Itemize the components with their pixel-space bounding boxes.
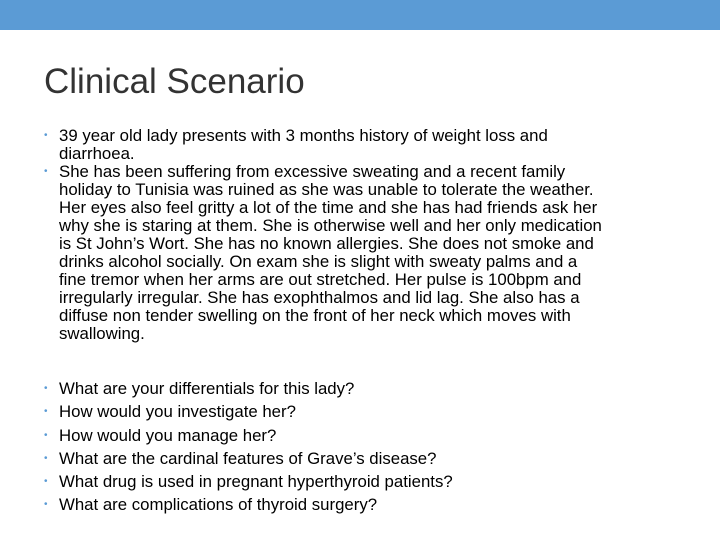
- scenario-item-text: 39 year old lady presents with 3 months history of weight loss and diarrhoea.: [59, 126, 548, 163]
- bullet-dot-icon: •: [44, 429, 48, 441]
- scenario-item: [44, 163, 684, 343]
- scenario-list: [44, 127, 684, 343]
- bullet-dot-icon: •: [44, 499, 48, 511]
- question-item: • What drug is used in pregnant hyperthyroid patients?: [44, 470, 684, 493]
- scenario-item-text: She has been suffering from excessive sweating and a recent family holiday to Tunisia was ruined as she was unable to tolerate the weather. Her eyes also feel gritty a lot of the time and she has had friends ask her why she is staring at them. She is otherwise well and her only medication is St John’s Wort. She has no known allergies. She does not smoke and drinks alcohol socially. On exam she is slight with sweaty palms and a fine tremor when her arms are out stretched. Her pulse is 100bpm and irregularly irregular. She has exophthalmos and lid lag. She also has a diffuse non tender swelling on the front of her neck which moves with swallowing.: [59, 162, 602, 343]
- questions-list: [44, 377, 684, 517]
- bullet-dot-icon: •: [44, 452, 48, 464]
- bullet-dot-icon: •: [44, 406, 48, 418]
- top-accent-bar: [0, 0, 720, 30]
- question-item: • How would you manage her?: [44, 424, 684, 447]
- bullet-dot-icon: •: [44, 166, 48, 177]
- slide-title: Clinical Scenario: [44, 62, 305, 101]
- bullet-dot-icon: •: [44, 130, 48, 141]
- question-item: • What are the cardinal features of Grave’s disease?: [44, 447, 684, 470]
- question-item: • What are complications of thyroid surgery?: [44, 493, 684, 516]
- bullet-dot-icon: •: [44, 383, 48, 394]
- scenario-item: [44, 127, 684, 163]
- question-item: • How would you investigate her?: [44, 400, 684, 423]
- bullet-dot-icon: •: [44, 476, 48, 488]
- question-item: • What are your differentials for this lady?: [44, 377, 684, 400]
